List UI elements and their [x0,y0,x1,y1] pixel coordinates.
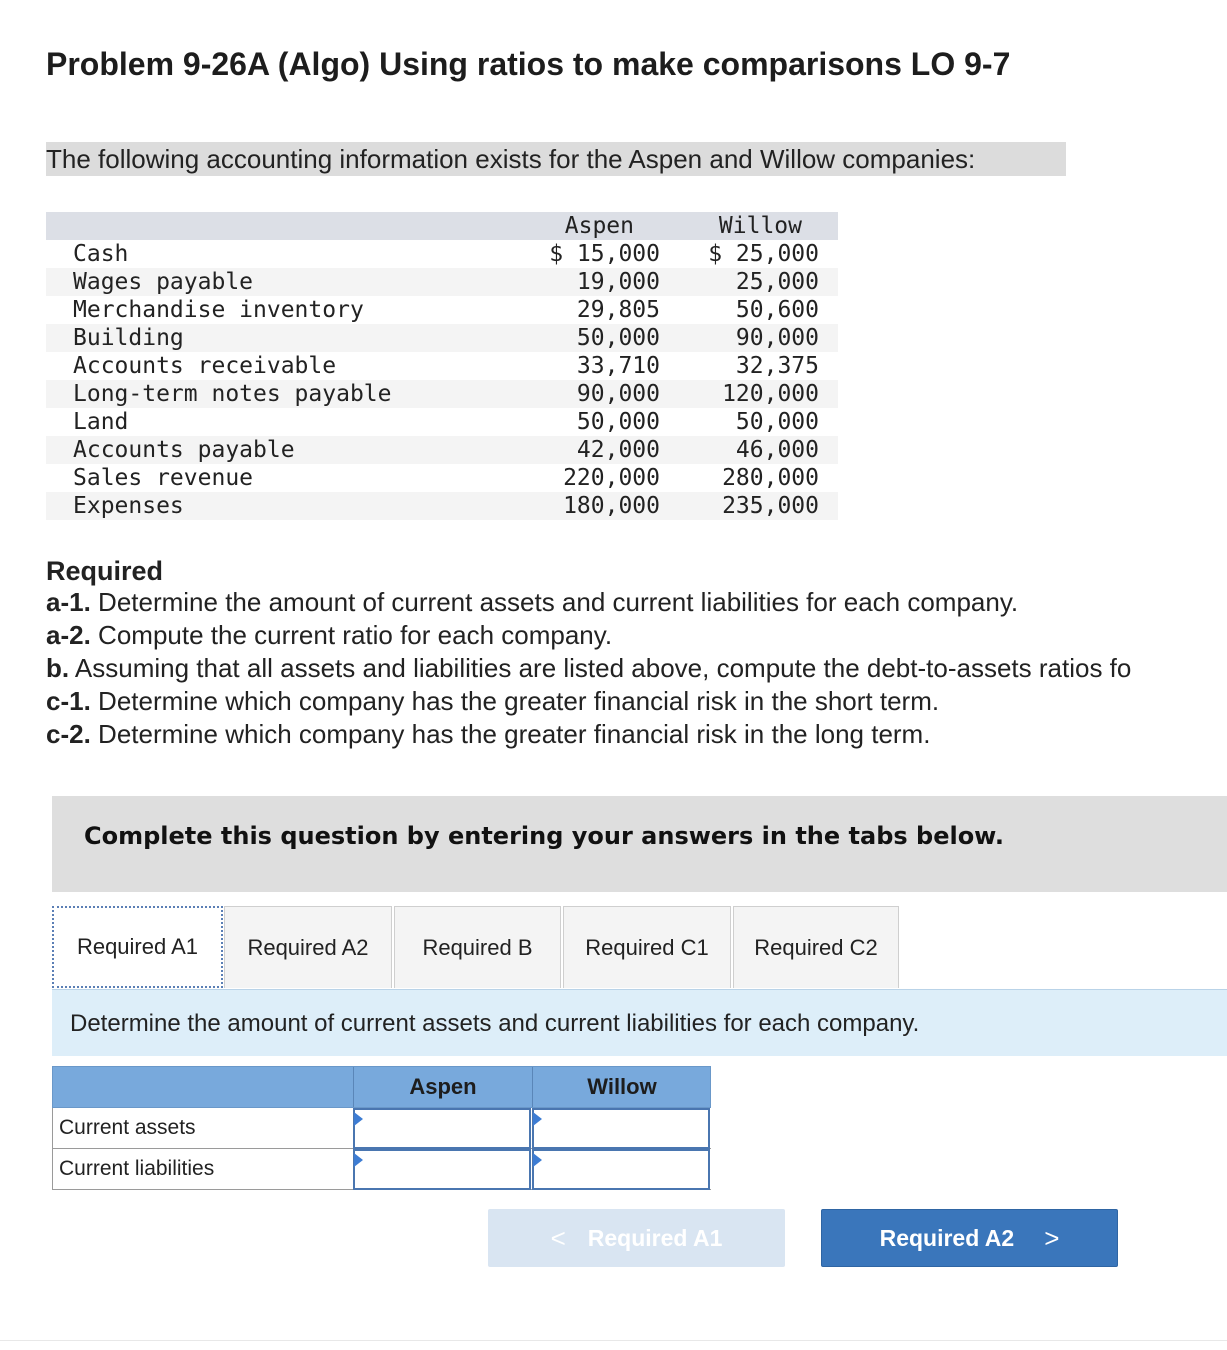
table-row [46,436,838,464]
divider [0,1340,1227,1341]
chevron-right-icon: > [1044,1222,1060,1253]
aspen-value: 220,000 [563,465,660,491]
required-heading: Required [46,556,164,586]
row-label: Long-term notes payable [73,381,392,407]
aspen-value: 19,000 [576,269,660,295]
answer-row-current-liabilities [52,1149,711,1190]
previous-button-label: Required A1 [587,1224,723,1251]
willow-value: 120,000 [722,381,819,407]
aspen-current-liabilities-cell [353,1149,531,1190]
input-marker-icon [354,1153,363,1167]
tab-instruction [52,989,1227,1056]
willow-current-liabilities-cell [532,1149,710,1190]
aspen-current-liabilities-input[interactable] [355,1151,529,1188]
required-item [46,586,1131,619]
willow-value: $ 25,000 [708,241,819,267]
willow-value: 50,600 [735,297,819,323]
table-row [46,324,838,352]
willow-value: 90,000 [735,325,819,351]
table-row [46,380,838,408]
aspen-value: 50,000 [576,325,660,351]
aspen-current-assets-input[interactable] [355,1110,529,1147]
tab-required-c1[interactable]: Required C1 [563,906,731,988]
tab-required-c2[interactable]: Required C2 [733,906,899,988]
willow-current-assets-input[interactable] [534,1110,708,1147]
row-label: Sales revenue [73,465,254,491]
aspen-value: 42,000 [576,437,660,463]
row-label: Current liabilities [59,1157,215,1180]
instruction-text: Determine the amount of current assets and current liabilities for each company. [70,1010,920,1037]
required-item-text: Determine which company has the greater financial risk in the long term. [98,719,931,749]
row-label: Merchandise inventory [73,297,364,323]
problem-title: Problem 9-26A (Algo) Using ratios to make comparisons LO 9-7 [46,46,1011,82]
required-item-text: Compute the current ratio for each company. [98,620,613,650]
aspen-value: 90,000 [576,381,660,407]
answer-table [52,1066,711,1190]
tab-required-b[interactable]: Required B [394,906,561,988]
required-item-label: c-1. [46,686,91,716]
table-row [46,408,838,436]
row-label: Land [73,409,129,435]
row-label: Cash [73,241,129,267]
column-header-aspen: Aspen [409,1074,477,1099]
aspen-current-assets-cell [353,1108,531,1149]
willow-value: 235,000 [722,493,819,519]
answer-table-header [52,1066,711,1108]
required-item-text: Determine which company has the greater financial risk in the short term. [98,686,940,716]
input-marker-icon [533,1153,542,1167]
required-item-label: c-2. [46,719,91,749]
required-item-label: b. [46,653,70,683]
required-item [46,619,1131,652]
input-marker-icon [533,1112,542,1126]
chevron-left-icon: < [550,1222,566,1253]
table-row [46,296,838,324]
row-label: Expenses [73,493,184,519]
intro-text: The following accounting information exists for the Aspen and Willow companies: [46,142,1066,176]
column-header-aspen: Aspen [564,213,634,239]
willow-value: 50,000 [735,409,819,435]
accounting-data-table [46,212,838,520]
required-item-text: Assuming that all assets and liabilities are listed above, compute the debt-to-assets ratios fo [74,653,1132,683]
tab-required-a2[interactable]: Required A2 [224,906,392,988]
row-label: Accounts payable [73,437,295,463]
table-row [46,268,838,296]
aspen-value: 29,805 [576,297,660,323]
required-item [46,718,1131,751]
willow-value: 280,000 [722,465,819,491]
instructions-banner [52,796,1227,892]
required-item-label: a-2. [46,620,91,650]
row-label: Current assets [59,1116,196,1139]
answer-row-current-assets [52,1108,711,1149]
row-label: Wages payable [73,269,254,295]
required-section [46,556,1131,751]
table-header-row [46,212,838,240]
input-marker-icon [354,1112,363,1126]
willow-current-liabilities-input[interactable] [534,1151,708,1188]
required-item-label: a-1. [46,587,91,617]
table-row [46,240,838,268]
aspen-value: 33,710 [576,353,660,379]
row-label: Building [73,325,184,351]
tab-required-a1[interactable]: Required A1 [52,906,223,988]
aspen-value: 50,000 [576,409,660,435]
aspen-value: $ 15,000 [549,241,660,267]
aspen-value: 180,000 [563,493,660,519]
table-row [46,492,838,520]
table-row [46,464,838,492]
previous-tab-button[interactable] [488,1209,785,1267]
willow-value: 25,000 [735,269,819,295]
row-label: Accounts receivable [73,353,337,379]
willow-value: 32,375 [735,353,819,379]
willow-value: 46,000 [735,437,819,463]
banner-text: Complete this question by entering your answers in the tabs below. [84,822,1004,850]
table-row [46,352,838,380]
column-header-willow: Willow [718,213,802,239]
next-button-label: Required A2 [879,1224,1015,1251]
next-tab-button[interactable] [821,1209,1118,1267]
required-item [46,652,1131,685]
column-header-willow: Willow [587,1074,657,1099]
required-item-text: Determine the amount of current assets and current liabilities for each company. [98,587,1019,617]
required-item [46,685,1131,718]
willow-current-assets-cell [532,1108,710,1149]
